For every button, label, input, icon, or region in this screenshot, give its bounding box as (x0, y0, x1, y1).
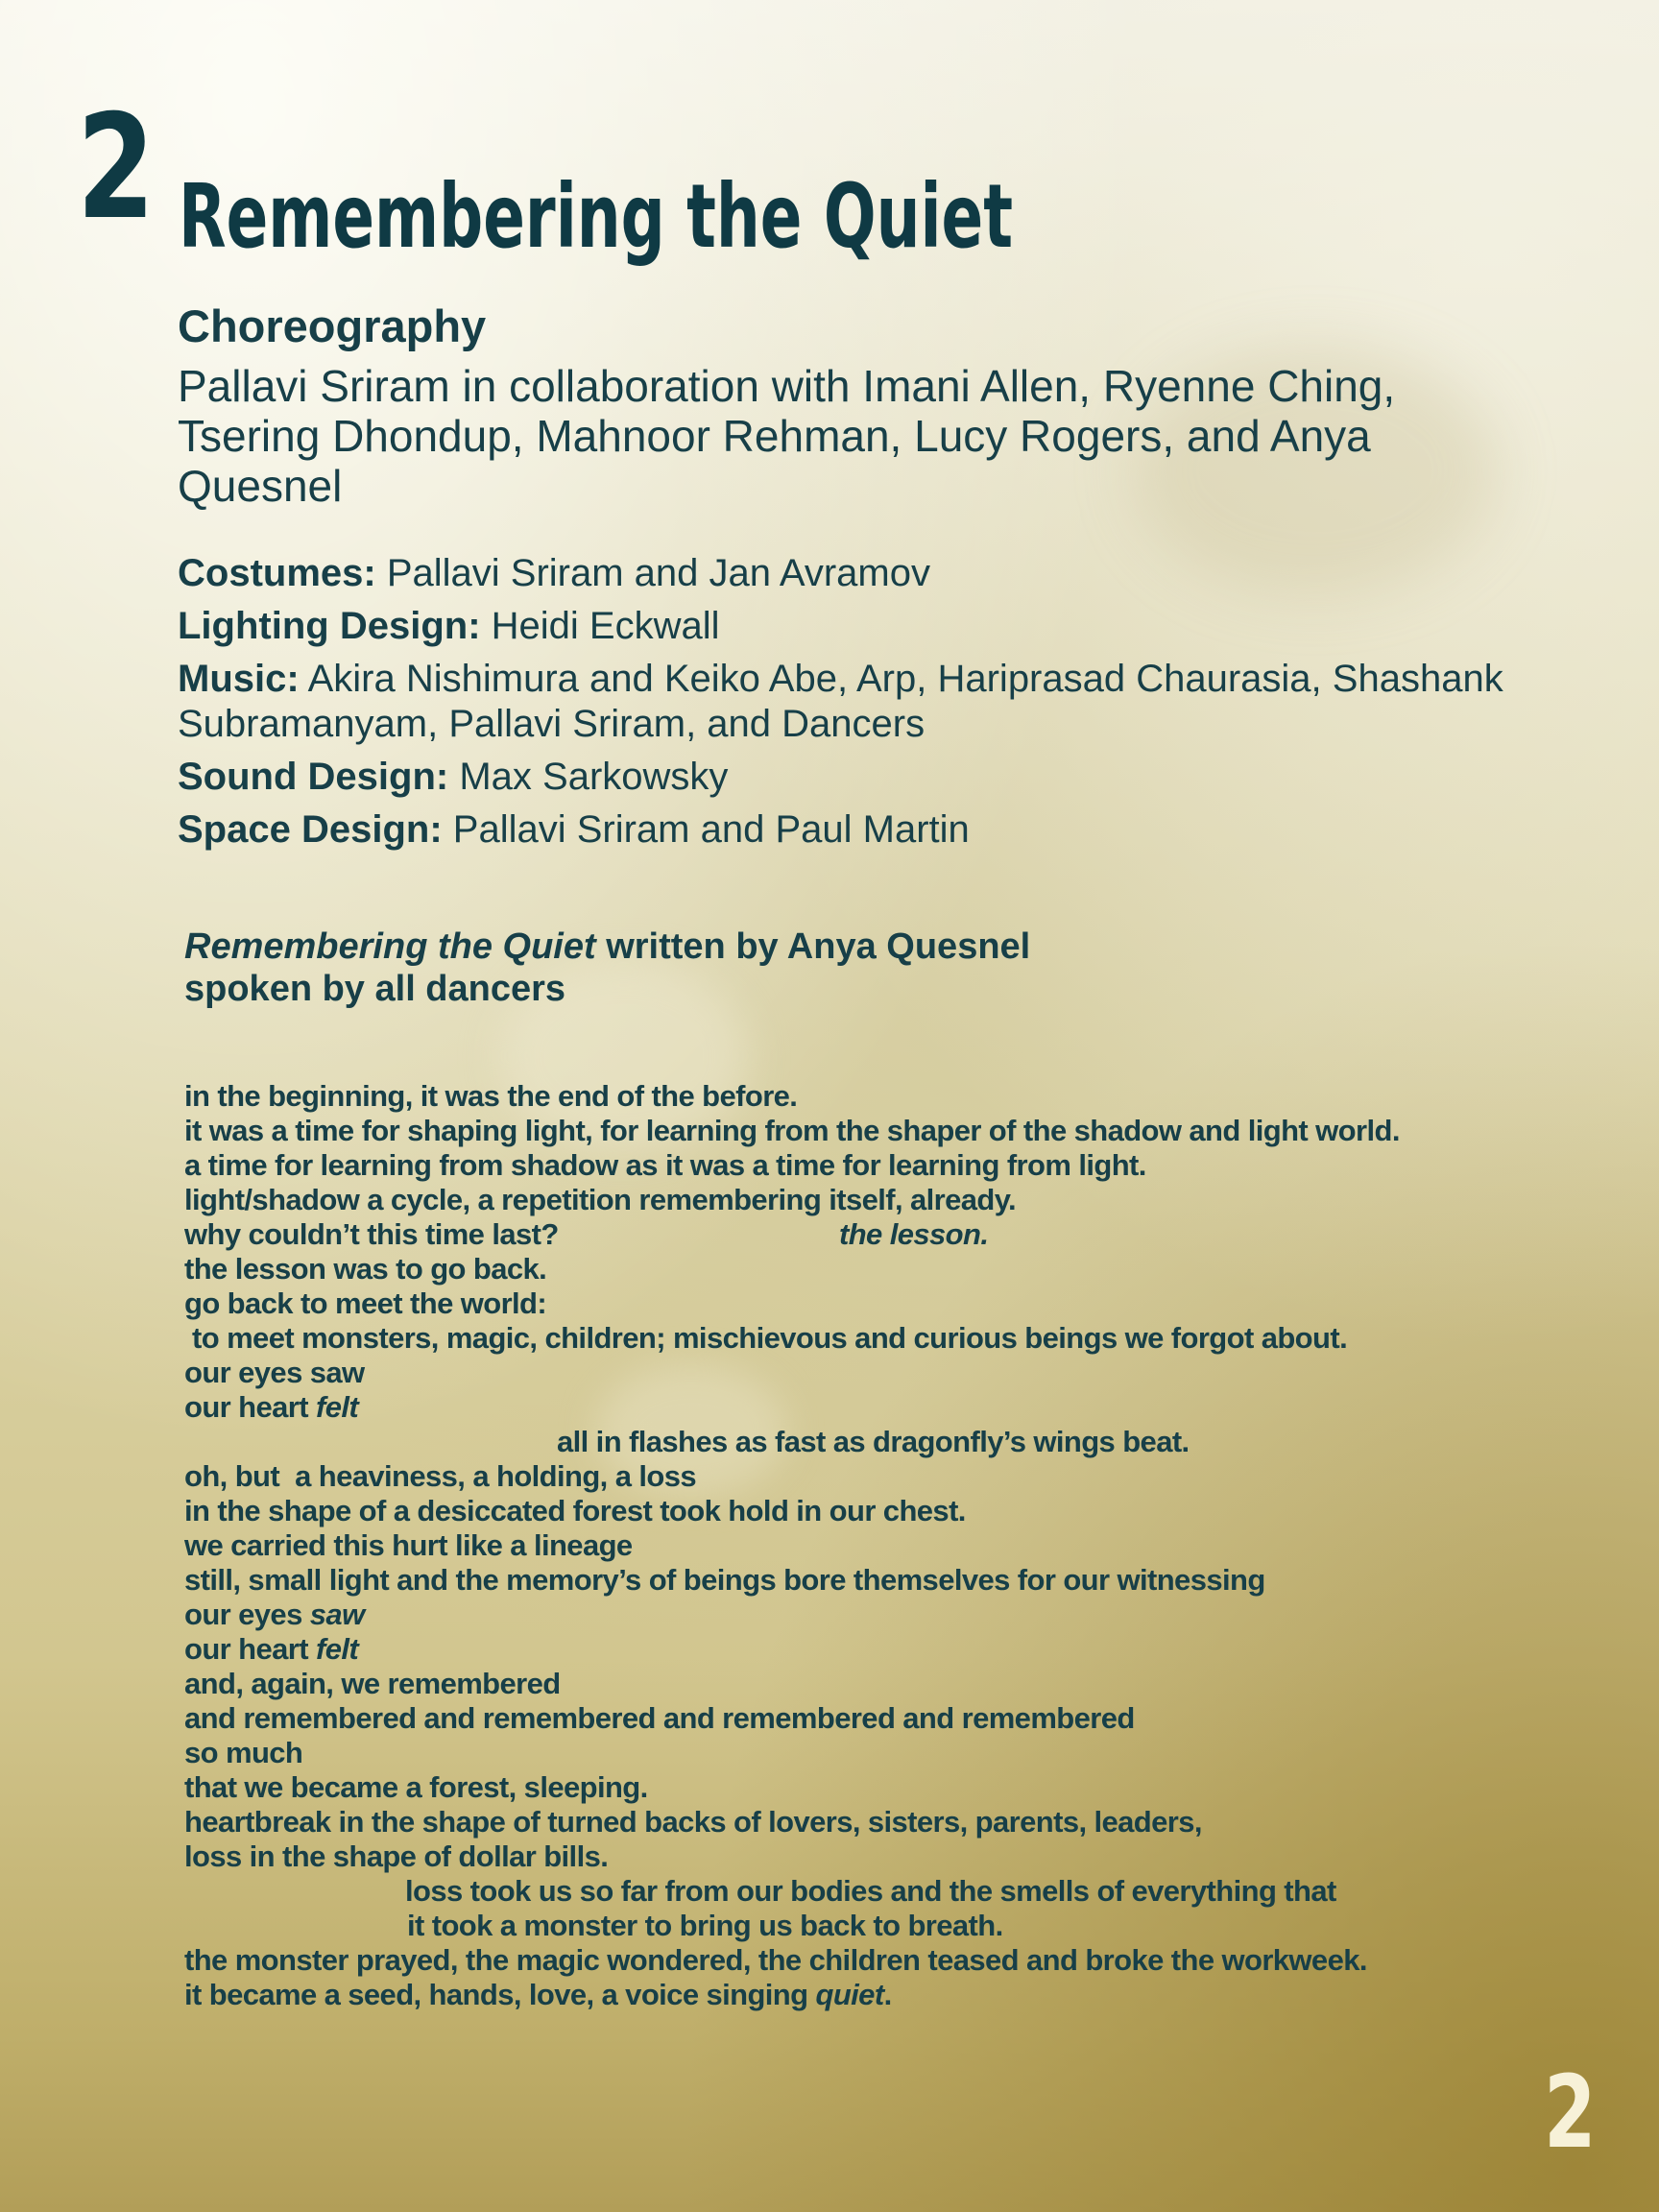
poem-line (184, 1978, 1400, 2012)
poem-fragment-italic: the lesson. (839, 1217, 989, 1251)
poem-line: we carried this hurt like a lineage (184, 1528, 633, 1562)
poem-line: loss in the shape of dollar bills. (184, 1839, 609, 1873)
credit-music (178, 657, 1541, 747)
poem-line: and, again, we remembered (184, 1667, 561, 1700)
poem-line: all in flashes as fast as dragonfly’s wings beat. (557, 1425, 1190, 1458)
choreography-heading: Choreography (178, 301, 487, 351)
credit-sound (178, 755, 1541, 800)
poem-fragment: it became a seed, hands, love, a voice singing (184, 1978, 816, 2011)
credit-label: Sound Design: (178, 756, 449, 798)
credit-label: Costumes: (178, 552, 376, 594)
poem-line: the lesson was to go back. (184, 1252, 547, 1286)
credit-costumes (178, 551, 1541, 596)
poem-line: it was a time for shaping light, for learning from the shaper of the shadow and light world. (184, 1114, 1400, 1147)
poem-line: to meet monsters, magic, children; mischievous and curious beings we forgot about. (184, 1321, 1348, 1355)
poem-fragment-italic: quiet (815, 1978, 884, 2011)
poem-line: it took a monster to bring us back to breath. (407, 1909, 1003, 1942)
page-title: Remembering the Quiet (179, 165, 1013, 268)
poem-line: in the shape of a desiccated forest took hold in our chest. (184, 1494, 966, 1527)
poem-line: oh, but a heaviness, a holding, a loss (184, 1459, 696, 1493)
poem-line: heartbreak in the shape of turned backs of lovers, sisters, parents, leaders, (184, 1805, 1202, 1839)
poem-fragment-italic: felt (315, 1632, 359, 1666)
credit-value: Max Sarkowsky (448, 756, 729, 798)
credit-value: Pallavi Sriram and Paul Martin (442, 808, 970, 851)
page-number: 2 (1543, 2054, 1596, 2171)
poem-line: our eyes saw (184, 1356, 365, 1389)
credit-lines (178, 551, 1541, 853)
poem-line (184, 1390, 1400, 1425)
poem-text (184, 1079, 1400, 2012)
poem-attribution (184, 926, 1030, 968)
credit-value: Heidi Eckwall (480, 605, 720, 647)
poem-fragment: why couldn’t this time last? (184, 1217, 559, 1251)
poem-line: a time for learning from shadow as it was a time for learning from light. (184, 1148, 1146, 1182)
poem-line: so much (184, 1736, 303, 1769)
poem-line: the monster prayed, the magic wondered, the children teased and broke the workweek. (184, 1943, 1367, 1977)
credit-value: Akira Nishimura and Keiko Abe, Arp, Hariprasad Chaurasia, Shashank Subramanyam, Pallavi Sriram, and Dancers (178, 658, 1503, 745)
poem-line (184, 1598, 1400, 1632)
poem-line: that we became a forest, sleeping. (184, 1770, 648, 1804)
credit-space (178, 807, 1541, 853)
poem-heading (184, 926, 1030, 1010)
poem-fragment: our eyes (184, 1598, 310, 1631)
poem-line (184, 1217, 1400, 1252)
poem-line: and remembered and remembered and remembered and remembered (184, 1701, 1135, 1735)
credit-label: Music: (178, 658, 300, 700)
poem-line: loss took us so far from our bodies and the smells of everything that (405, 1874, 1336, 1908)
credit-label: Lighting Design: (178, 605, 481, 647)
credit-lighting (178, 604, 1541, 649)
poem-line: still, small light and the memory’s of beings bore themselves for our witnessing (184, 1563, 1265, 1597)
poem-performers: spoken by all dancers (184, 969, 566, 1009)
poem-fragment-italic: saw (309, 1598, 365, 1631)
credits-block (178, 300, 1541, 860)
poem-title: Remembering the Quiet (184, 926, 596, 967)
credit-label: Space Design: (178, 808, 443, 851)
poem-fragment: our heart (184, 1632, 316, 1666)
choreography-names: Pallavi Sriram in collaboration with Imani Allen, Ryenne Ching, Tsering Dhondup, Mahnoor Rehman, Lucy Rogers, and Anya Quesnel (178, 361, 1396, 511)
poem-author: written by Anya Quesnel (595, 926, 1031, 967)
poem-line (184, 1632, 1400, 1667)
poem-line: light/shadow a cycle, a repetition remembering itself, already. (184, 1183, 1017, 1216)
poem-line: in the beginning, it was the end of the before. (184, 1079, 798, 1113)
poem-fragment-italic: felt (315, 1390, 359, 1424)
poem-fragment: . (883, 1978, 892, 2011)
poem-fragment: our heart (184, 1390, 316, 1424)
piece-number: 2 (77, 84, 153, 252)
credit-value: Pallavi Sriram and Jan Avramov (375, 552, 930, 594)
poem-line: go back to meet the world: (184, 1286, 547, 1320)
